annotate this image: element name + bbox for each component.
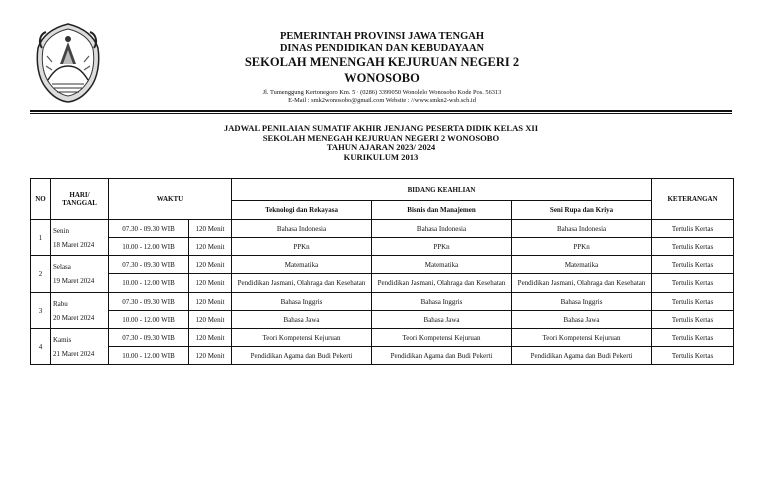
subject-tech: Teori Kompetensi Kejuruan — [232, 329, 372, 347]
title-line-2: SEKOLAH MENEGAH KEJURUAN NEGERI 2 WONOSOBO — [262, 132, 500, 143]
provincial-emblem-logo — [34, 22, 102, 104]
session-time: 10.00 - 12.00 WIB — [109, 311, 189, 329]
table-row — [31, 256, 734, 274]
day-cell — [51, 220, 109, 256]
subject-tech: Bahasa Inggris — [232, 293, 372, 311]
title-line-1: JADWAL PENILAIAN SUMATIF AKHIR JENJANG PESERTA DIDIK KELAS XII — [223, 123, 539, 133]
session-note: Tertulis Kertas — [652, 347, 734, 365]
table-row — [31, 311, 734, 329]
session-note: Tertulis Kertas — [652, 311, 734, 329]
subject-art: Pendidikan Agama dan Budi Pekerti — [512, 347, 652, 365]
subject-art: PPKn — [512, 238, 652, 256]
session-duration: 120 Menit — [189, 238, 232, 256]
session-note: Tertulis Kertas — [652, 274, 734, 293]
subject-tech: Bahasa Jawa — [232, 311, 372, 329]
subject-tech: PPKn — [232, 238, 372, 256]
gov-name: PEMERINTAH PROVINSI JAWA TENGAH — [279, 31, 485, 42]
table-row — [31, 347, 734, 365]
header-no: NO — [31, 179, 51, 220]
subject-art: Matematika — [512, 256, 652, 274]
title-line-3: TAHUN AJARAN 2023/ 2024 — [326, 142, 436, 153]
title-line-4: KURIKULUM 2013 — [343, 151, 419, 162]
letterhead-divider — [30, 110, 732, 112]
session-duration: 120 Menit — [189, 311, 232, 329]
session-time: 07.30 - 09.30 WIB — [109, 293, 189, 311]
header-field-business: Bisnis dan Manajemen — [372, 201, 512, 220]
subject-business: Bahasa Jawa — [372, 311, 512, 329]
subject-business: Bahasa Indonesia — [372, 220, 512, 238]
table-row — [31, 293, 734, 311]
session-note: Tertulis Kertas — [652, 329, 734, 347]
header-note: KETERANGAN — [652, 179, 734, 220]
city-name: WONOSOBO — [344, 71, 420, 85]
session-time: 10.00 - 12.00 WIB — [109, 347, 189, 365]
day-number: 4 — [31, 329, 51, 365]
subject-business: Teori Kompetensi Kejuruan — [372, 329, 512, 347]
session-time: 07.30 - 09.30 WIB — [109, 220, 189, 238]
day-name: Selasa — [53, 263, 71, 271]
day-number: 2 — [31, 256, 51, 293]
session-note: Tertulis Kertas — [652, 238, 734, 256]
session-time: 07.30 - 09.30 WIB — [109, 329, 189, 347]
day-date: 18 Maret 2024 — [53, 240, 95, 249]
header-field-art: Seni Rupa dan Kriya — [512, 201, 652, 220]
session-time: 10.00 - 12.00 WIB — [109, 274, 189, 293]
day-name: Senin — [53, 226, 69, 235]
day-name: Kamis — [53, 335, 72, 344]
subject-tech: Bahasa Indonesia — [232, 220, 372, 238]
exam-schedule-table — [30, 178, 734, 365]
table-header-row — [31, 179, 734, 201]
table-row — [31, 274, 734, 293]
day-name: Rabu — [53, 299, 68, 308]
header-field: BIDANG KEAHLIAN — [232, 179, 652, 201]
subject-art: Teori Kompetensi Kejuruan — [512, 329, 652, 347]
subject-art: Bahasa Inggris — [512, 293, 652, 311]
day-cell — [51, 329, 109, 365]
subject-business: Pendidikan Agama dan Budi Pekerti — [372, 347, 512, 365]
school-name: SEKOLAH MENENGAH KEJURUAN NEGERI 2 — [244, 55, 520, 69]
day-cell — [51, 293, 109, 329]
day-date: 21 Maret 2024 — [53, 349, 95, 358]
header-day: HARI/ TANGGAL — [51, 179, 109, 220]
session-duration: 120 Menit — [189, 256, 232, 274]
letterhead-divider-thin — [30, 113, 732, 114]
session-note: Tertulis Kertas — [652, 293, 734, 311]
subject-business: Bahasa Inggris — [372, 293, 512, 311]
session-time: 07.30 - 09.30 WIB — [109, 256, 189, 274]
table-row — [31, 220, 734, 238]
session-duration: 120 Menit — [189, 220, 232, 238]
header-field-tech: Teknologi dan Rekayasa — [232, 201, 372, 220]
school-contact: E-Mail : smk2wonosobo@gmail.com Website : //www.smkn2-wsb.sch.id — [288, 97, 476, 104]
schedule-title — [30, 124, 732, 162]
school-address: Jl. Tumenggung Kertonegoro Km. 5 ∙ (0286) 3399050 Wonolelo Wonosobo Kode Pos. 56313 — [262, 89, 502, 96]
session-time: 10.00 - 12.00 WIB — [109, 238, 189, 256]
day-date: 19 Maret 2024 — [53, 277, 95, 285]
subject-tech: Pendidikan Agama dan Budi Pekerti — [232, 347, 372, 365]
session-note: Tertulis Kertas — [652, 220, 734, 238]
subject-art: Pendidikan Jasmani, Olahraga dan Kesehatan — [512, 274, 652, 293]
subject-art: Bahasa Indonesia — [512, 220, 652, 238]
session-duration: 120 Menit — [189, 347, 232, 365]
subject-tech: Pendidikan Jasmani, Olahraga dan Kesehatan — [232, 274, 372, 293]
session-duration: 120 Menit — [189, 274, 232, 293]
agency-name: DINAS PENDIDIKAN DAN KEBUDAYAAN — [279, 43, 485, 54]
subject-tech: Matematika — [232, 256, 372, 274]
day-number: 1 — [31, 220, 51, 256]
table-row — [31, 329, 734, 347]
table-row — [31, 238, 734, 256]
day-cell — [51, 256, 109, 293]
subject-business: Matematika — [372, 256, 512, 274]
session-duration: 120 Menit — [189, 329, 232, 347]
subject-business: Pendidikan Jasmani, Olahraga dan Kesehatan — [372, 274, 512, 293]
header-time: WAKTU — [109, 179, 232, 220]
letterhead — [110, 31, 654, 105]
day-number: 3 — [31, 293, 51, 329]
subject-business: PPKn — [372, 238, 512, 256]
subject-art: Bahasa Jawa — [512, 311, 652, 329]
session-duration: 120 Menit — [189, 293, 232, 311]
day-date: 20 Maret 2024 — [53, 313, 95, 322]
session-note: Tertulis Kertas — [652, 256, 734, 274]
